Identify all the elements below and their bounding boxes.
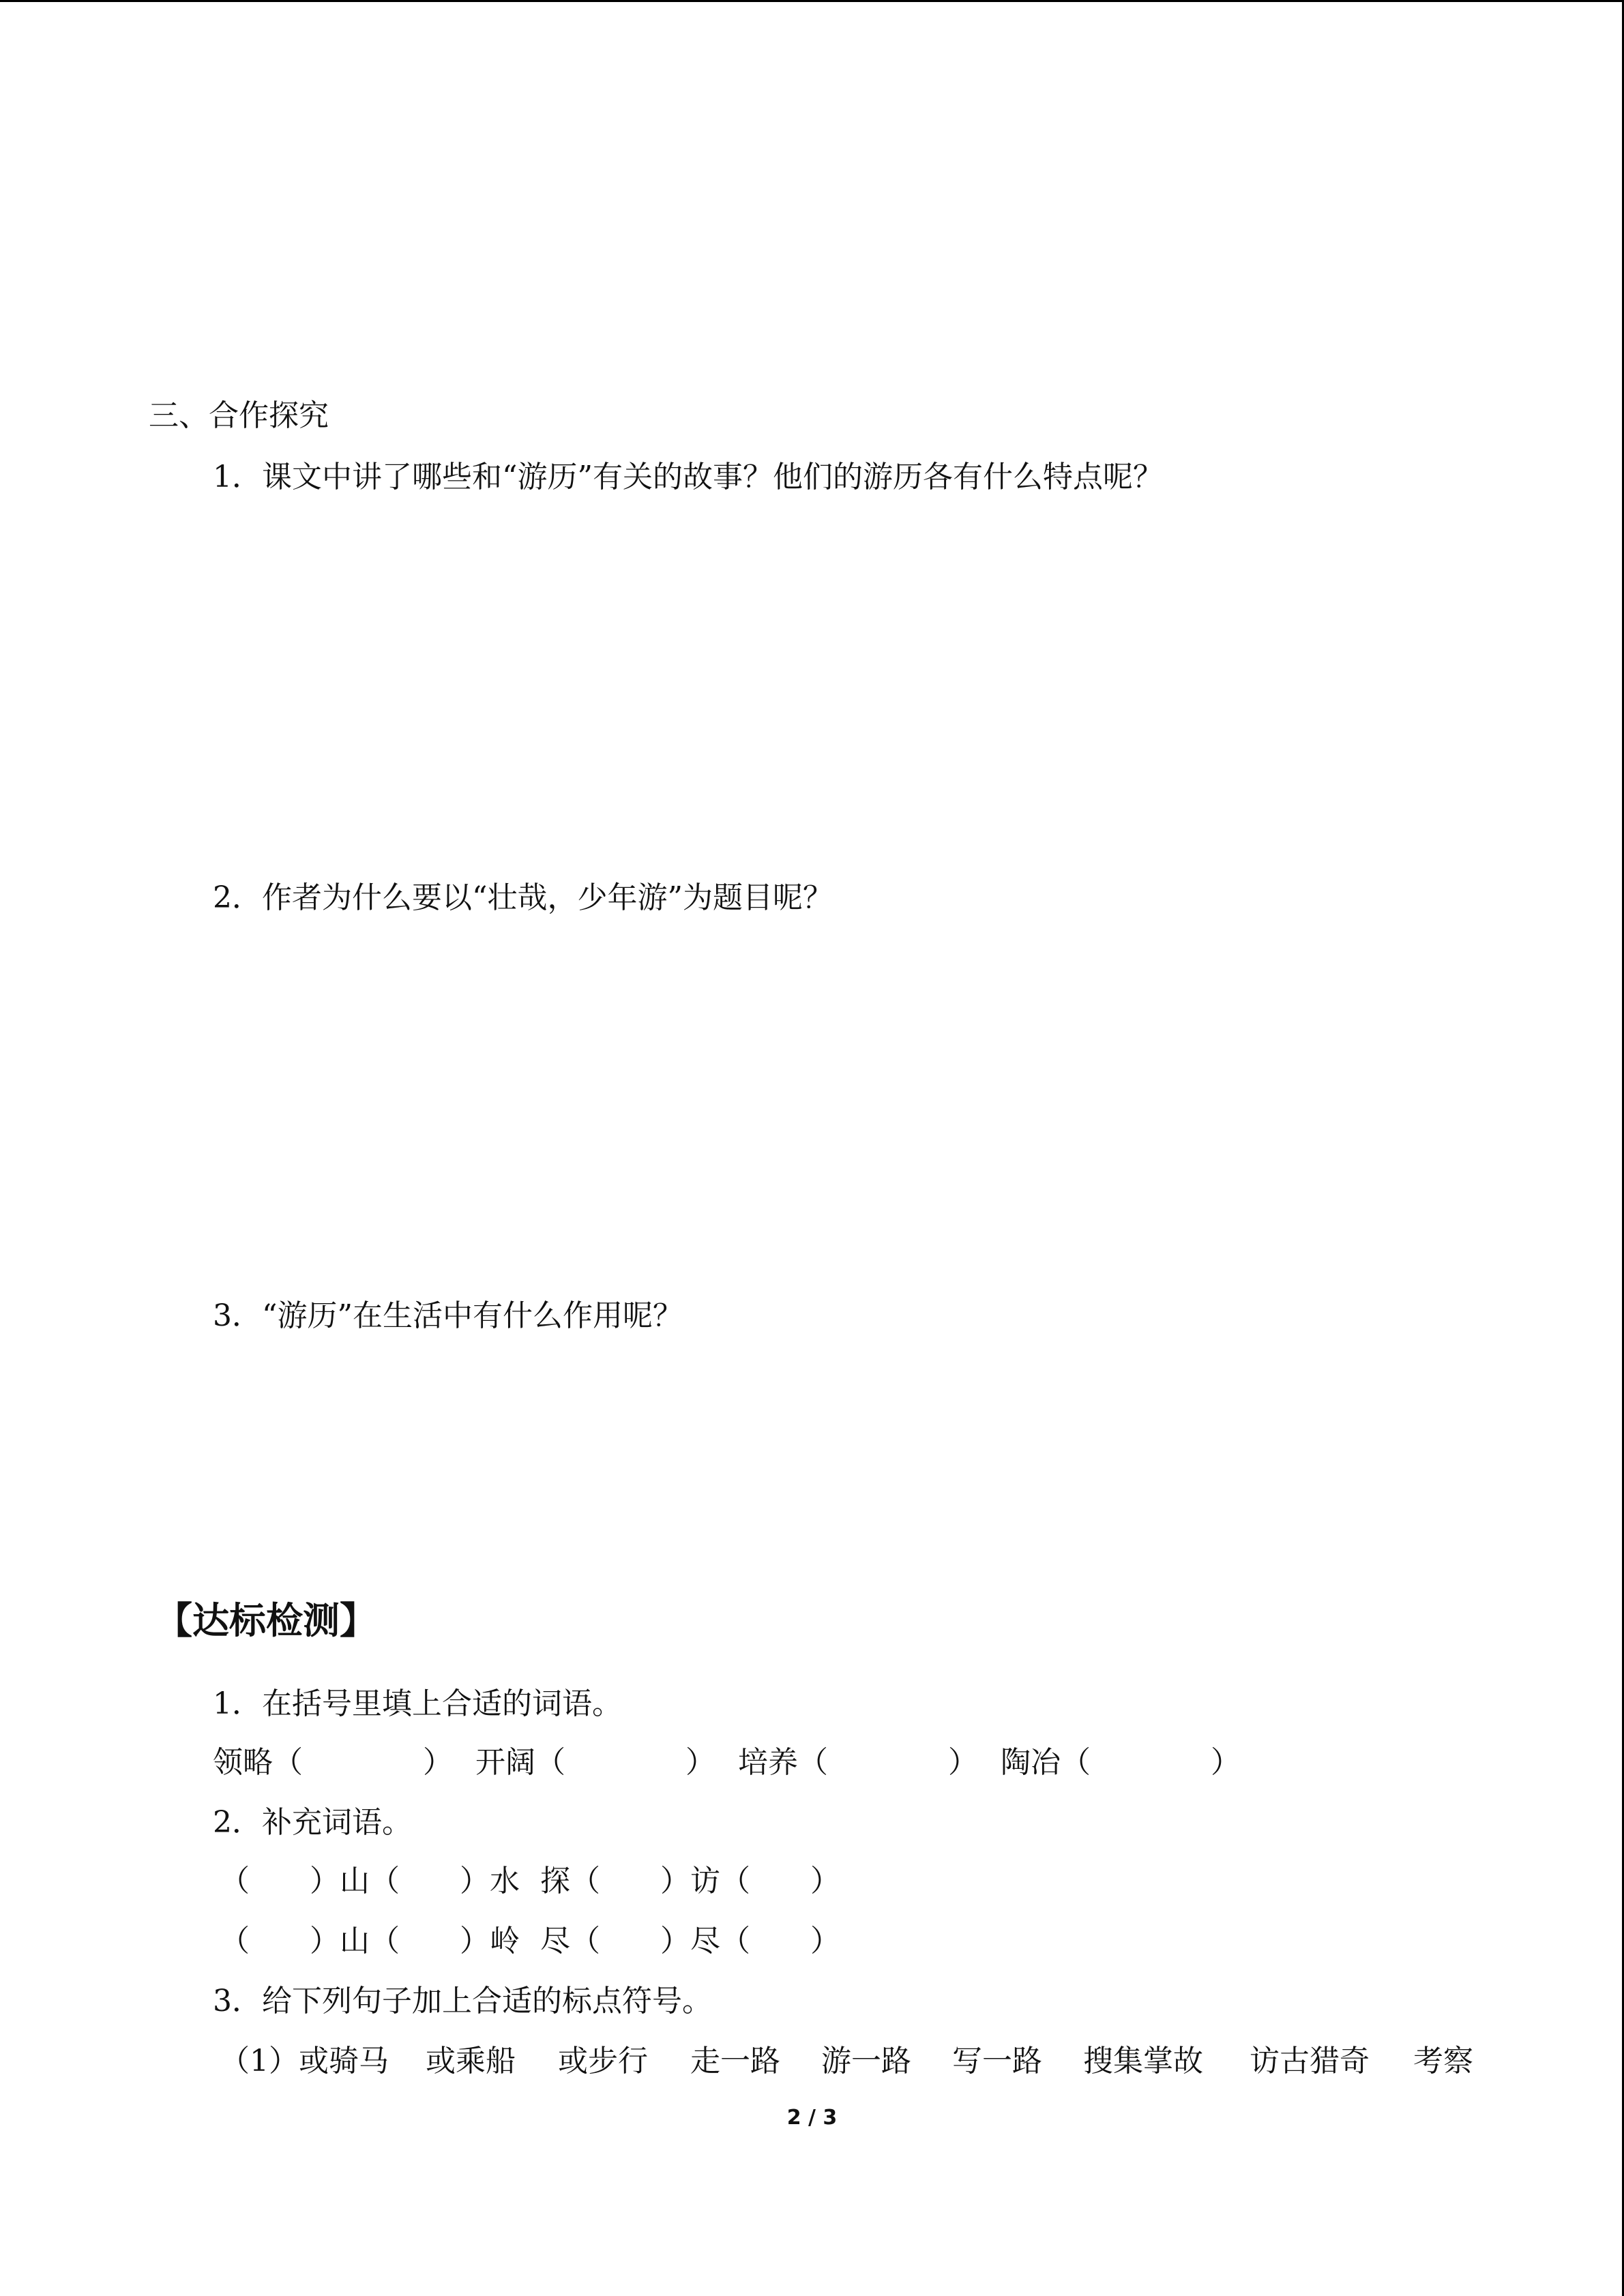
sentence-part: 或步行 [558, 2044, 648, 2078]
sentence-part: 游一路 [821, 2044, 911, 2078]
question-2: 2．作者为什么要以“壮哉，少年游”为题目呢？ [213, 880, 833, 915]
idiom-2: 探（ ）访（ ） [540, 1864, 840, 1898]
sentence-part: （1）或骑马 [220, 2044, 389, 2078]
sentence-part: 写一路 [952, 2044, 1042, 2078]
sentence-part: 访古猎奇 [1250, 2044, 1370, 2078]
question-1: 1．课文中讲了哪些和“游历”有关的故事？他们的游历各有什么特点呢？ [213, 460, 1163, 494]
sentence-part: 搜集掌故 [1083, 2044, 1203, 2078]
sentence-part: 走一路 [690, 2044, 780, 2078]
idiom-1: （ ）山（ ）水 [220, 1864, 520, 1898]
word-fill-1: 领略（ ） [213, 1745, 453, 1780]
test-item-2-prompt: 2．补充词语。 [213, 1805, 412, 1840]
test-item-3-prompt: 3．给下列句子加上合适的标点符号。 [213, 1984, 712, 2018]
page-number: 2 / 3 [786, 2106, 838, 2130]
question-3: 3．“游历”在生活中有什么作用呢？ [213, 1298, 683, 1333]
test-item-1-prompt: 1．在括号里填上合适的词语。 [213, 1686, 622, 1721]
section-heading-cooperative-inquiry: 三、合作探究 [149, 398, 329, 433]
top-border [0, 0, 1624, 2]
sentence-part: 考察 [1413, 2044, 1473, 2078]
word-fill-4: 陶冶（ ） [1001, 1745, 1241, 1780]
sentence-part: 或乘船 [426, 2044, 516, 2078]
word-fill-3: 培养（ ） [738, 1745, 978, 1780]
word-fill-2: 开阔（ ） [475, 1745, 715, 1780]
idiom-3: （ ）山（ ）岭 [220, 1924, 520, 1958]
idiom-4: 尽（ ）尽（ ） [540, 1924, 840, 1958]
test-heading: 【达标检测】 [156, 1599, 377, 1642]
